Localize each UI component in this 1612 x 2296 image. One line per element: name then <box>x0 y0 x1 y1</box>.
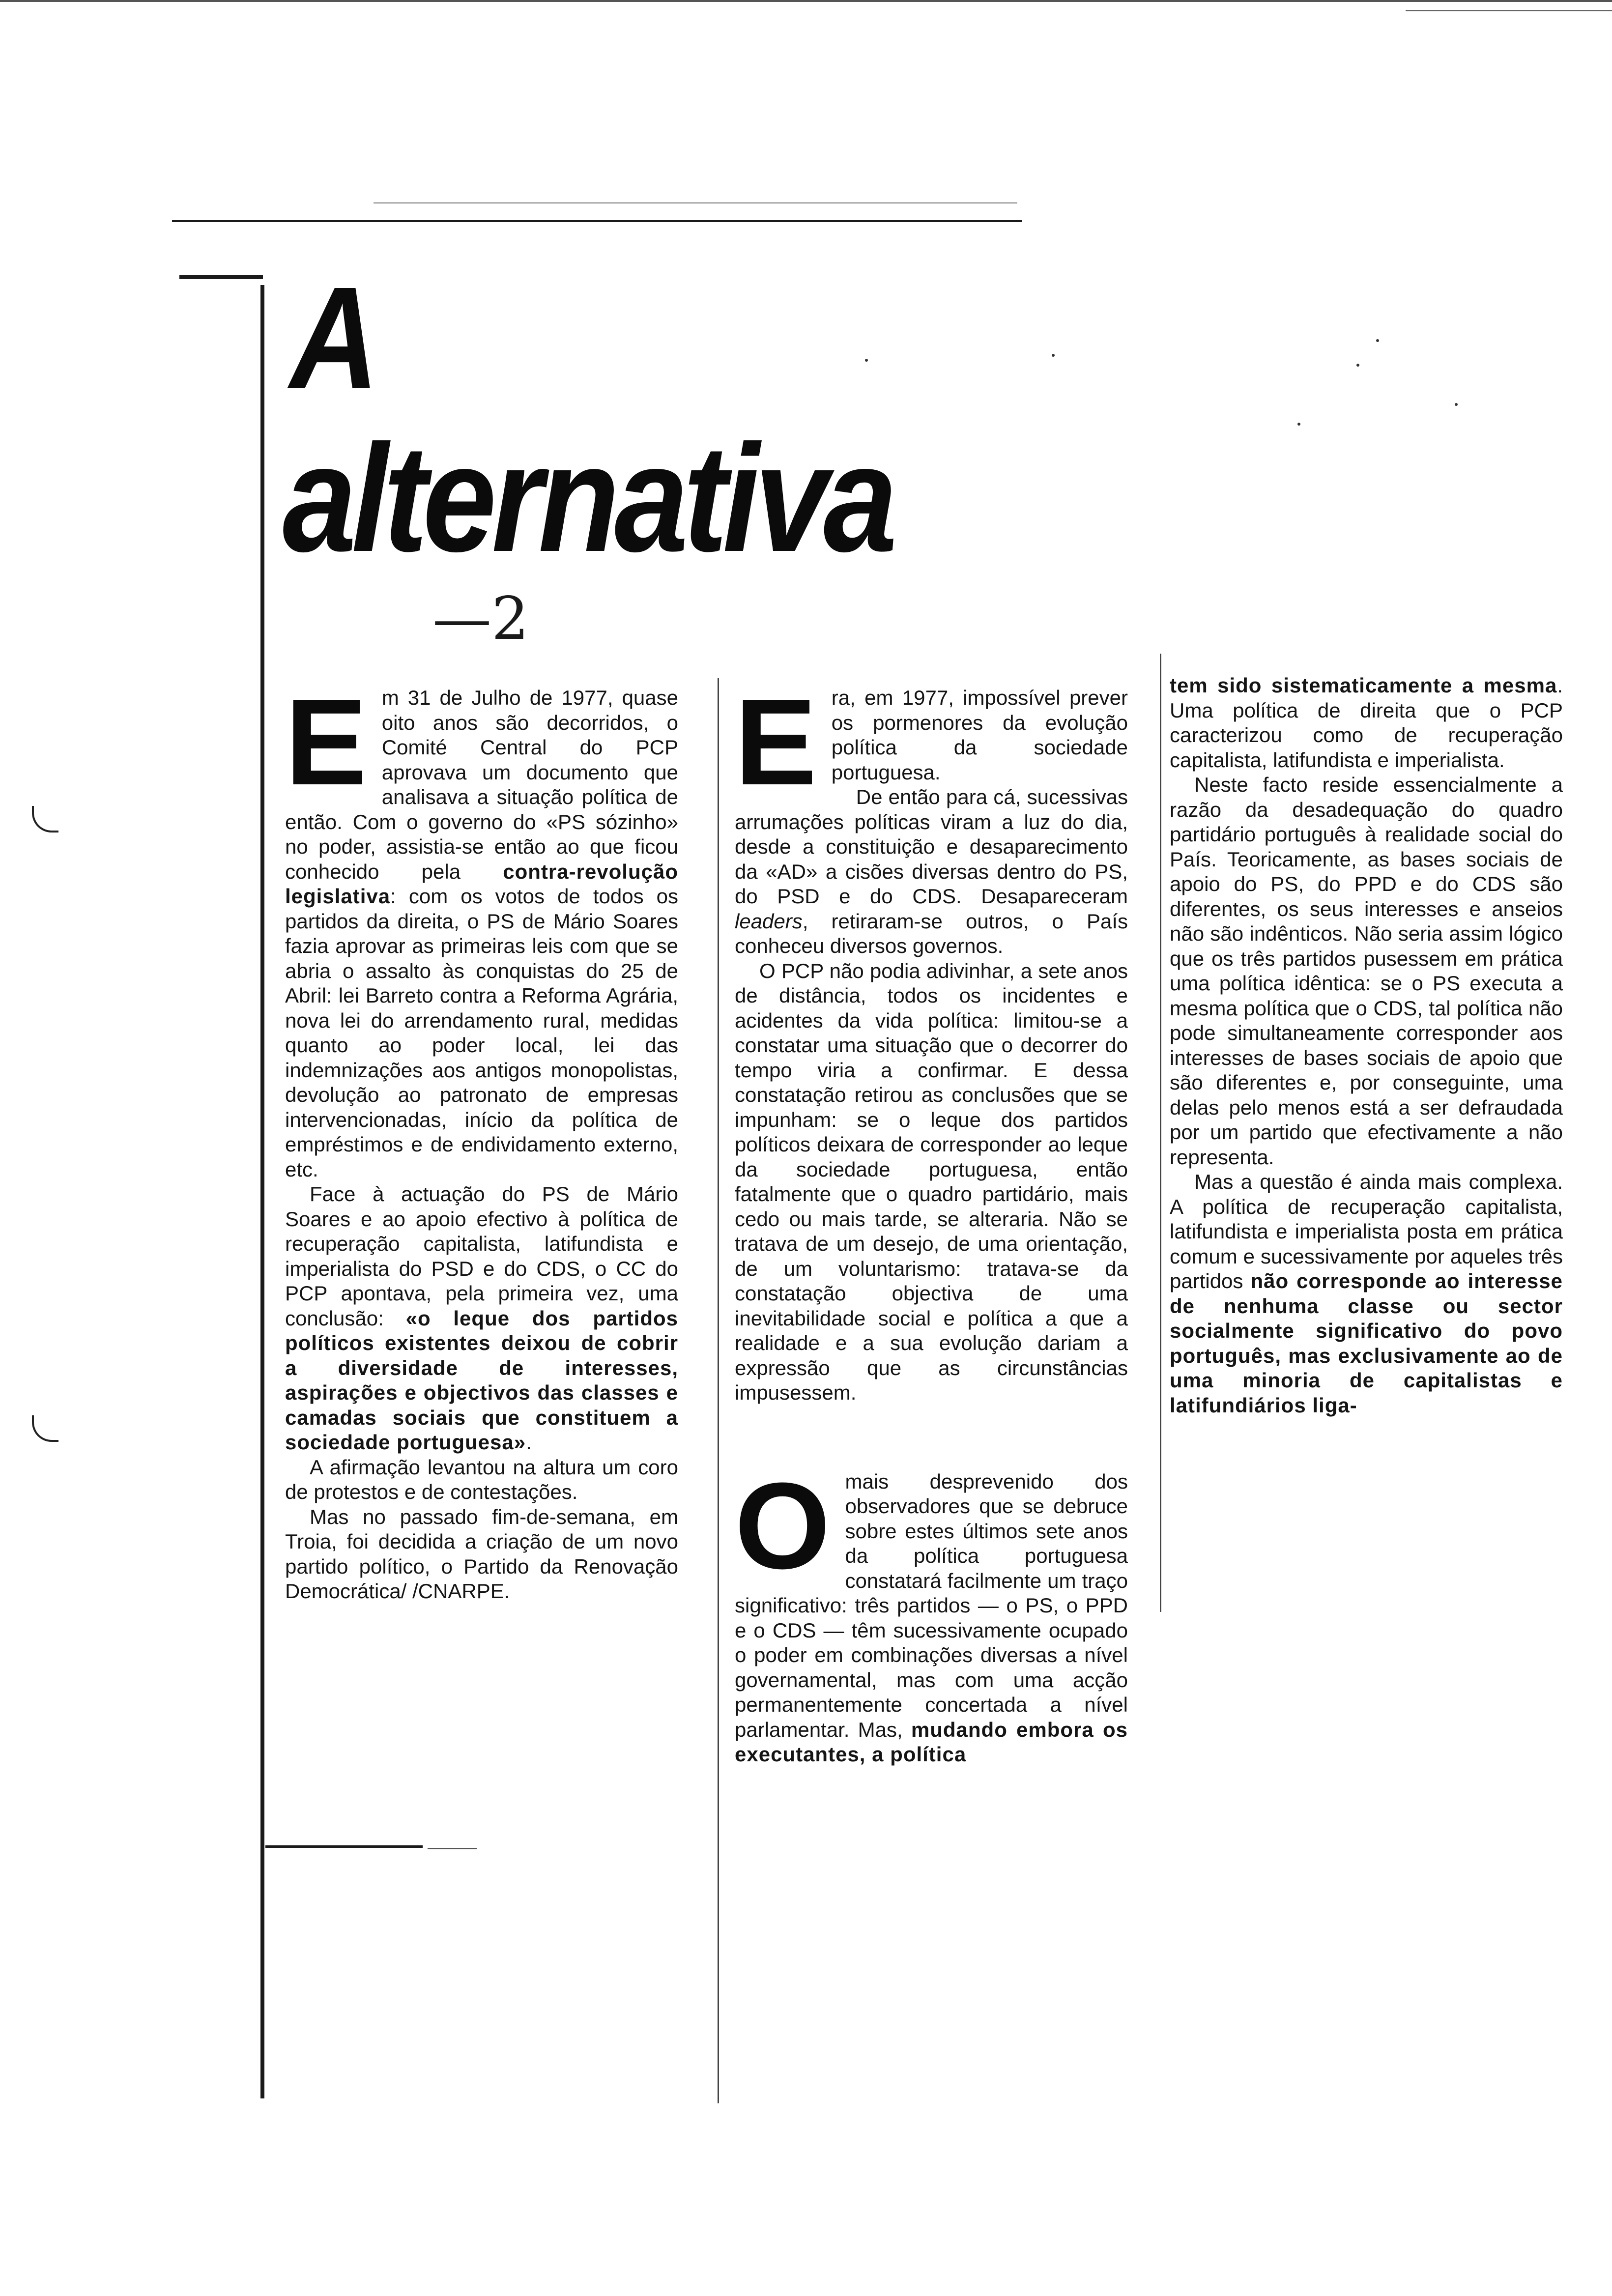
article-column-2 <box>735 673 1128 1767</box>
scan-speck <box>1297 423 1300 426</box>
top-edge-line <box>0 0 1612 2</box>
text: Face à actuação do PS de Mário Soares e ao apoio efectivo à política de recuperação capitalista, latifundista e imperialista do PSD e do CDS, o CC do PCP apontava, pela primeira vez, uma conclusão: <box>285 1182 678 1330</box>
paragraph <box>735 785 1128 959</box>
italic-word: leaders <box>735 909 803 933</box>
handwritten-note: —2 <box>432 585 529 653</box>
scan-speck <box>1356 364 1359 367</box>
scan-speck <box>1455 403 1458 406</box>
clipping-left-edge-top <box>179 275 263 279</box>
margin-mark-2 <box>32 1415 58 1442</box>
drop-cap: E <box>285 673 367 810</box>
scan-speck <box>1376 339 1379 342</box>
emphasis: não corresponde ao interesse de nenhuma classe ou sector socialmente significativo do povo português, mas exclusivamente ao de uma minoria de capitalistas e latifundiários liga- <box>1170 1269 1563 1417</box>
clipping-left-edge <box>260 285 264 2098</box>
paragraph <box>1170 1170 1563 1418</box>
drop-cap: O <box>735 1457 831 1594</box>
text: Mas a questão é ainda mais complexa. A política de recuperação capitalista, latifundista e imperialista posta em prática comum e sucessivamente por aqueles três partidos <box>1170 1170 1563 1292</box>
article-column-3 <box>1170 673 1563 1418</box>
paragraph: Neste facto reside essencialmente a razão da desadequação do quadro partidário português à realidade social do País. Teoricamente, as bases sociais de apoio do PS, do PPD e do CDS são diferentes, os seus interesses e anseios não são indênticos. Não seria assim lógico que os três partidos pusessem em prática uma política idêntica: se o PS executa a mesma política que o CDS, tal política não pode simultaneamente corresponder aos interesses de bases sociais de apoio que são diferentes e, por conseguinte, uma delas pelo menos está a ser defraudada por um partido que efectivamente a não representa. <box>1170 773 1563 1169</box>
clipping-top-rule <box>172 220 1022 222</box>
text: De então para cá, sucessivas arrumações políticas viram a luz do dia, desde a constituição e desaparecimento da «AD» a cisões diversas dentro do PS, do PSD e do CDS. Desapareceram <box>735 785 1128 908</box>
column-divider-1 <box>718 678 719 2103</box>
scan-speck <box>1052 354 1055 357</box>
paragraph <box>285 1182 678 1455</box>
text: , retiraram-se outros, o País conheceu diversos governos. <box>735 909 1128 957</box>
emphasis: mudando embora os executantes, a política <box>735 1718 1128 1766</box>
article-column-1 <box>285 673 679 1604</box>
headline-line-1: A <box>290 257 376 419</box>
emphasis: «o leque dos partidos políticos existentes deixou de cobrir a diversidade de interesses, aspirações e objectivos das classes e camadas sociais que constituem a sociedade portuguesa» <box>285 1306 679 1454</box>
text: m 31 de Julho de 1977, quase oito anos são decorridos, o Comité Central do PCP aprovava um documento que analisava a situação política de então. Com o governo do «PS sózinho» no poder, assistia-se então ao que ficou conhecido pela <box>285 686 678 883</box>
headline-line-2: alternativa <box>283 413 892 584</box>
text: . Uma política de direita que o PCP caracterizou como de recuperação capitalista, latifundista e imperialista. <box>1170 674 1563 772</box>
text: : com os votos de todos os partidos da direita, o PS de Mário Soares fazia aprovar as primeiras leis com que se abria o assalto às conquistas do 25 de Abril: lei Barreto contra a Reforma Agrária, nova lei do arrendamento rural, medidas quanto ao poder local, lei das indemnizações aos antigos monopolistas, devolução ao patronato de empresas intervencionadas, início da política de empréstimos e de endividamento externo, etc. <box>285 885 678 1181</box>
section-break <box>735 1457 1128 1767</box>
margin-mark-1 <box>32 806 58 832</box>
paragraph <box>1170 673 1563 773</box>
clipping-bottom-mark <box>428 1848 477 1849</box>
paragraph: ra, em 1977, impossível prever os pormenores da evolução política da sociedade portuguesa. <box>831 686 1128 784</box>
top-edge-line-right <box>1406 10 1612 11</box>
column-divider-2 <box>1160 654 1161 1612</box>
clipping-top-rule-faint <box>374 202 1017 203</box>
text: mais desprevenido dos observadores que se debruce sobre estes últimos sete anos da política portuguesa constatará facilmente um traço significativo: três partidos — o PS, o PPD e o CDS — têm sucessivamente ocupado o poder em combinações diversas a nível governamental, mas com uma acção permanentemente concertada a nível parlamentar. Mas, <box>735 1469 1128 1741</box>
drop-cap: E <box>735 673 817 810</box>
text: . <box>526 1431 532 1454</box>
scan-speck <box>865 359 868 362</box>
clipping-bottom-rule <box>265 1845 423 1848</box>
paragraph: Mas no passado fim-de-semana, em Troia, foi decidida a criação de um novo partido político, o Partido da Renovação Democrática/ /CNARPE. <box>285 1505 678 1603</box>
emphasis: contra-revolução legislativa <box>285 860 678 908</box>
paragraph: A afirmação levantou na altura um coro de protestos e de contestações. <box>285 1455 678 1503</box>
paragraph: O PCP não podia adivinhar, a sete anos de distância, todos os incidentes e acidentes da vida política: limitou-se a constatar uma situação que o decorrer do tempo viria a confirmar. E dessa constatação retirou as conclusões que se impunham: se o leque dos partidos políticos deixara de corresponder ao leque da sociedade portuguesa, então fatalmente que o quadro partidário, mais cedo ou mais tarde, se alteraria. Não se tratava de um desejo, de uma orientação, de um voluntarismo: tratava-se da constatação objectiva de uma inevitabilidade social e política a que a realidade e a sua evolução dariam a expressão que as circunstâncias impusessem. <box>735 959 1128 1404</box>
emphasis: tem sido sistematicamente a mesma <box>1170 674 1557 697</box>
